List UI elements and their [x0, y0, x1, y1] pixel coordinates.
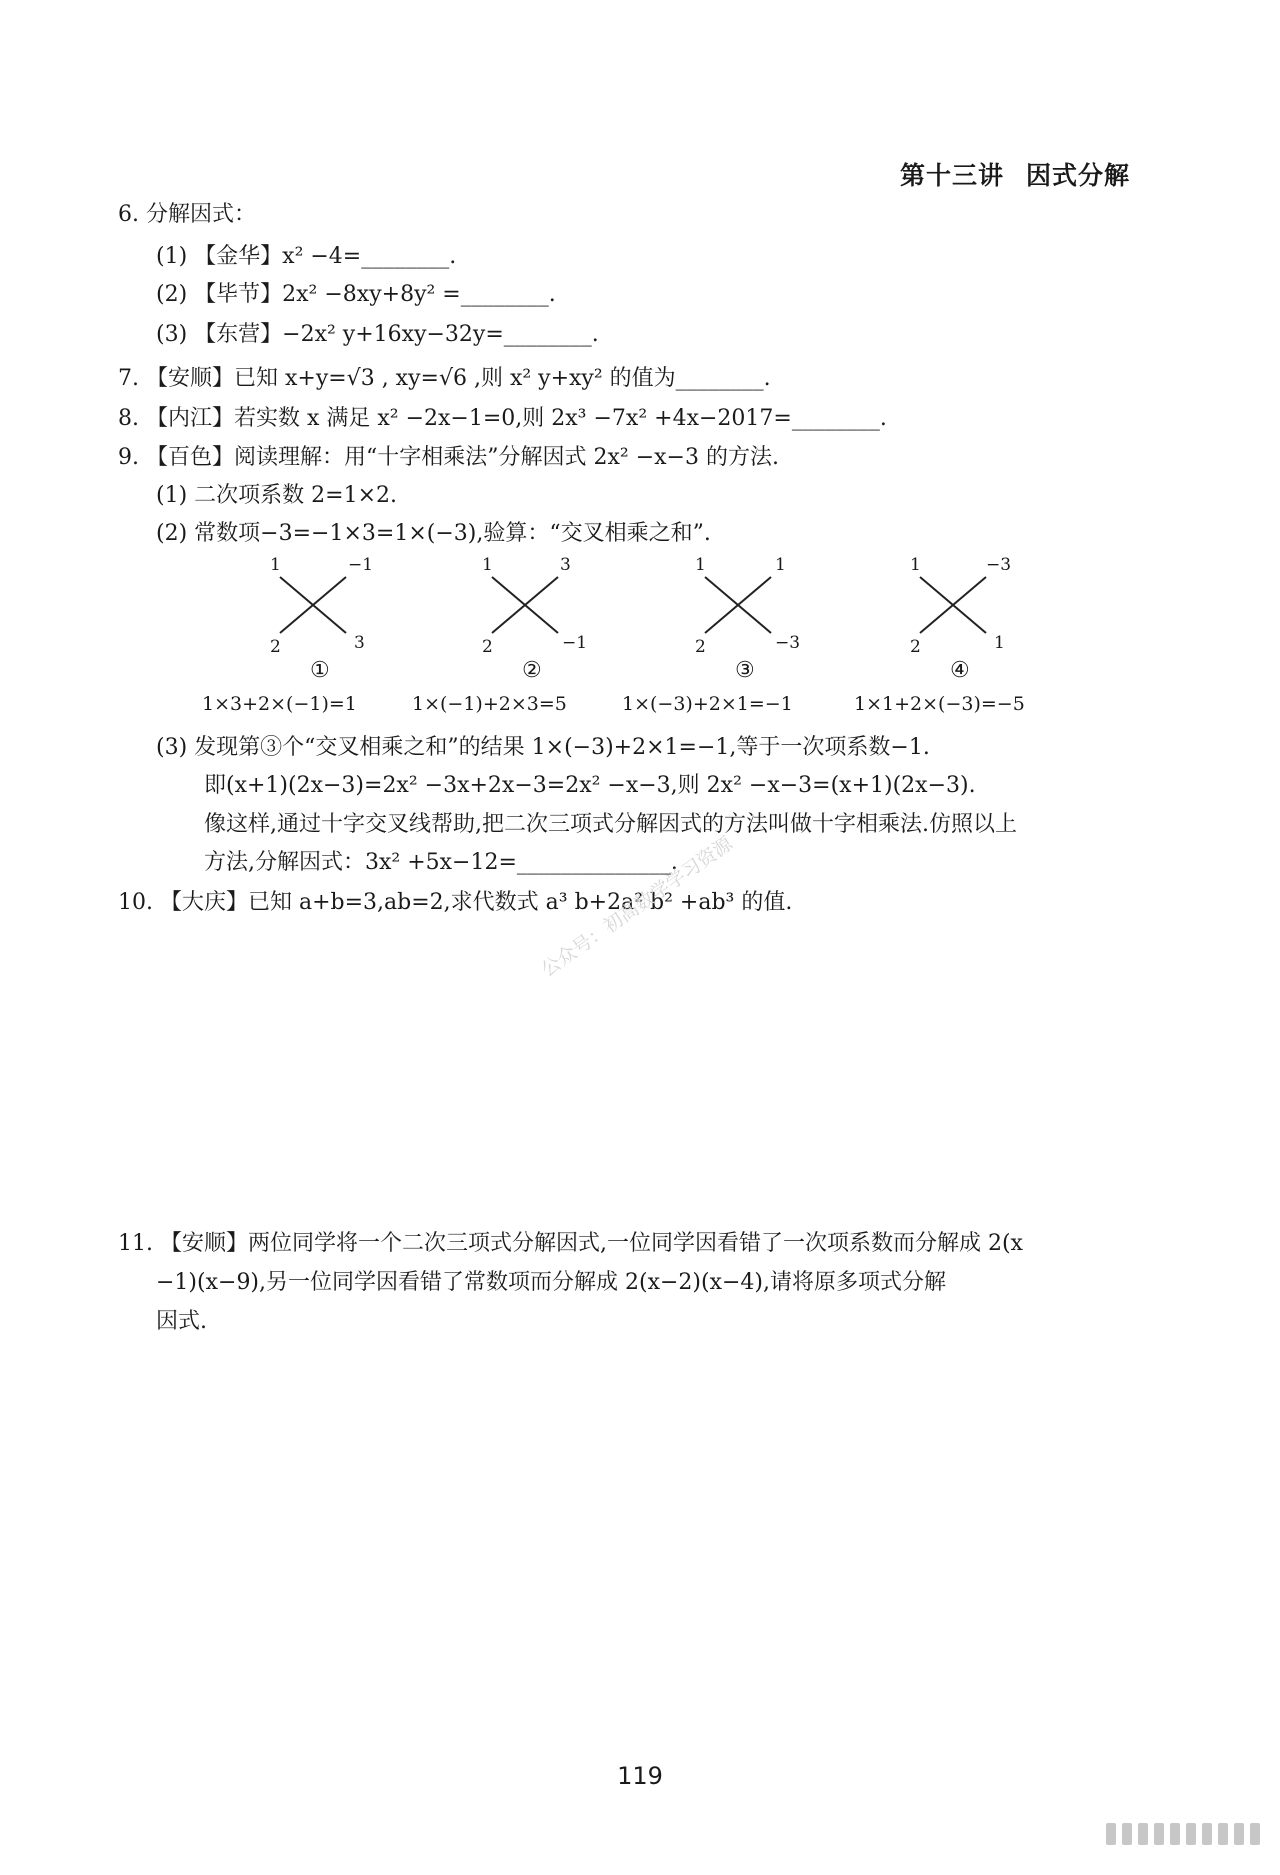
scan-edge-marks	[1106, 1823, 1260, 1845]
problem-9-step-1: (1) 二次项系数 2=1×2.	[156, 483, 398, 508]
top-left-coef: 1	[910, 555, 921, 575]
bottom-left-coef: 2	[910, 637, 921, 657]
top-right-coef: −1	[348, 555, 374, 575]
top-right-coef: 3	[560, 555, 571, 575]
cross-multiplication-diagrams	[258, 555, 1078, 685]
problem-9-title: 9. 【百色】阅读理解：用“十字相乘法”分解因式 2x² −x−3 的方法.	[118, 445, 779, 470]
cross-sum-1: 1×3+2×(−1)=1	[202, 693, 357, 715]
chapter-header	[900, 156, 1130, 192]
bottom-right-coef: 3	[354, 633, 365, 653]
problem-9-step-3-line-3: 像这样,通过十字交叉线帮助,把二次三项式分解因式的方法叫做十字相乘法.仿照以上	[204, 812, 1017, 837]
bottom-left-coef: 2	[270, 637, 281, 657]
problem-9-step-3-line-1: (3) 发现第③个“交叉相乘之和”的结果 1×(−3)+2×1=−1,等于一次项系数−1.	[156, 735, 930, 760]
cross-sum-2: 1×(−1)+2×3=5	[412, 693, 567, 715]
problem-11-line-1: 11. 【安顺】两位同学将一个二次三项式分解因式,一位同学因看错了一次项系数而分解成 2(x	[118, 1231, 1023, 1256]
top-left-coef: 1	[695, 555, 706, 575]
top-right-coef: −3	[986, 555, 1012, 575]
page-number: 119	[617, 1762, 663, 1790]
lecture-topic: 因式分解	[1025, 161, 1130, 190]
diagram-label: ②	[522, 658, 542, 683]
problem-7: 7. 【安顺】已知 x+y=√3 , xy=√6 ,则 x² y+xy² 的值为________.	[118, 366, 771, 391]
cross-diagram-4	[898, 555, 1012, 685]
top-left-coef: 1	[482, 555, 493, 575]
top-left-coef: 1	[270, 555, 281, 575]
problem-9-step-3-line-2: 即(x+1)(2x−3)=2x² −3x+2x−3=2x² −x−3,则 2x² −x−3=(x+1)(2x−3).	[204, 773, 976, 798]
lecture-number: 第十三讲	[899, 161, 1004, 190]
diagram-label: ①	[310, 658, 330, 683]
bottom-right-coef: −1	[562, 633, 588, 653]
watermark: 公众号：初高数学学习资源	[537, 832, 737, 982]
problem-6-item-3: (3) 【东营】−2x² y+16xy−32y=________.	[156, 322, 599, 347]
problem-10: 10. 【大庆】已知 a+b=3,ab=2,求代数式 a³ b+2a² b² +ab³ 的值.	[118, 890, 793, 915]
problem-9-step-3-line-4: 方法,分解因式：3x² +5x−12=______________.	[204, 850, 678, 875]
problem-8: 8. 【内江】若实数 x 满足 x² −2x−1=0,则 2x³ −7x² +4x−2017=________.	[118, 406, 887, 431]
problem-11-line-3: 因式.	[156, 1309, 207, 1334]
diagram-label: ③	[735, 658, 755, 683]
cross-diagram-1	[258, 555, 374, 685]
bottom-right-coef: 1	[994, 633, 1005, 653]
problem-6-item-1: (1) 【金华】x² −4=________.	[156, 244, 457, 269]
cross-diagram-2	[470, 555, 588, 685]
bottom-left-coef: 2	[695, 637, 706, 657]
bottom-left-coef: 2	[482, 637, 493, 657]
problem-11-line-2: −1)(x−9),另一位同学因看错了常数项而分解成 2(x−2)(x−4),请将原多项式分解	[156, 1270, 947, 1295]
diagram-label: ④	[950, 658, 970, 683]
problem-6-title: 6. 分解因式：	[118, 202, 256, 227]
cross-sum-4: 1×1+2×(−3)=−5	[854, 693, 1025, 715]
problem-9-step-2: (2) 常数项−3=−1×3=1×(−3),验算：“交叉相乘之和”.	[156, 521, 711, 546]
problem-6-item-2: (2) 【毕节】2x² −8xy+8y² =________.	[156, 282, 556, 307]
bottom-right-coef: −3	[775, 633, 801, 653]
cross-sum-3: 1×(−3)+2×1=−1	[622, 693, 793, 715]
top-right-coef: 1	[775, 555, 786, 575]
cross-diagram-3	[683, 555, 801, 685]
